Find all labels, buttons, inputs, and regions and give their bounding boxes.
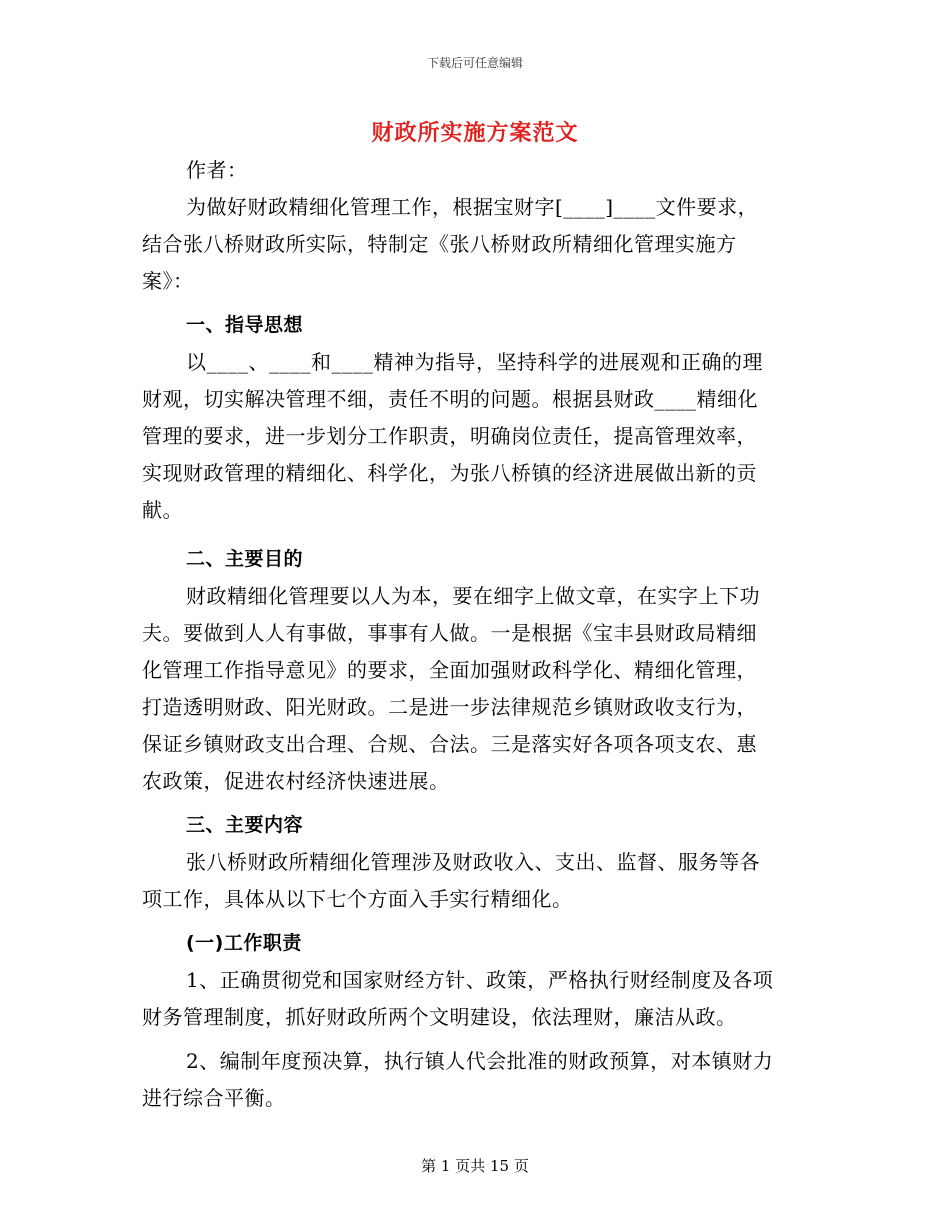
paragraph-line: 以____、____和____精神为指导，坚持科学的进展观和正确的理	[186, 350, 763, 374]
intro-paragraph	[142, 189, 812, 300]
paragraph-line: 献。	[142, 498, 183, 522]
document-title: 财政所实施方案范文	[371, 120, 579, 146]
document-body	[142, 152, 812, 1117]
paragraph-line: 项工作，具体从以下七个方面入手实行精细化。	[142, 887, 573, 911]
section-heading-guiding-ideology: 一、指导思想	[186, 314, 304, 336]
paragraph-line: 结合张八桥财政所实际，特制定《张八桥财政所精细化管理实施方	[142, 232, 737, 256]
paragraph-line: 夫。要做到人人有事做，事事有人做。一是根据《宝丰县财政局精细	[142, 621, 757, 645]
page-footer: 第 1 页共 15 页	[421, 1157, 529, 1175]
section3-paragraph	[142, 844, 812, 918]
paragraph-line: 打造透明财政、阳光财政。二是进一步法律规范乡镇财政收支行为，	[142, 695, 757, 719]
paragraph-line: 保证乡镇财政支出合理、合规、合法。三是落实好各项各项支农、惠	[142, 732, 757, 756]
duty-item-1	[142, 962, 812, 1036]
header-note: 下载后可任意编辑	[426, 56, 523, 70]
paragraph-line: 实现财政管理的精细化、科学化，为张八桥镇的经济进展做出新的贡	[142, 461, 757, 485]
subsection-heading-job-duties: (一)工作职责	[186, 932, 302, 954]
duty-item-2	[142, 1043, 812, 1117]
paragraph-line: 农政策，促进农村经济快速进展。	[142, 769, 450, 793]
author-line: 作者：	[186, 158, 248, 182]
paragraph-line: 1、正确贯彻党和国家财经方针、政策，严格执行财经制度及各项	[186, 968, 774, 992]
paragraph-line: 财政精细化管理要以人为本，要在细字上做文章，在实字上下功	[186, 584, 760, 608]
section-heading-main-purpose: 二、主要目的	[186, 548, 304, 570]
paragraph-line: 2、编制年度预决算，执行镇人代会批准的财政预算，对本镇财力	[186, 1049, 774, 1073]
section1-paragraph	[142, 344, 812, 529]
paragraph-line: 管理的要求，进一步划分工作职责，明确岗位责任，提高管理效率，	[142, 424, 757, 448]
paragraph-line: 财观，切实解决管理不细，责任不明的问题。根据县财政____精细化	[142, 387, 758, 411]
paragraph-line: 为做好财政精细化管理工作，根据宝财字[____]____文件要求，	[186, 195, 759, 219]
paragraph-line: 案》：	[142, 269, 194, 293]
paragraph-line: 张八桥财政所精细化管理涉及财政收入、支出、监督、服务等各	[186, 850, 760, 874]
section-heading-main-content: 三、主要内容	[186, 814, 304, 836]
section2-paragraph	[142, 578, 812, 800]
paragraph-line: 化管理工作指导意见》的要求，全面加强财政科学化、精细化管理，	[142, 658, 757, 682]
paragraph-line: 进行综合平衡。	[142, 1086, 286, 1110]
paragraph-line: 财务管理制度，抓好财政所两个文明建设，依法理财，廉洁从政。	[142, 1005, 737, 1029]
